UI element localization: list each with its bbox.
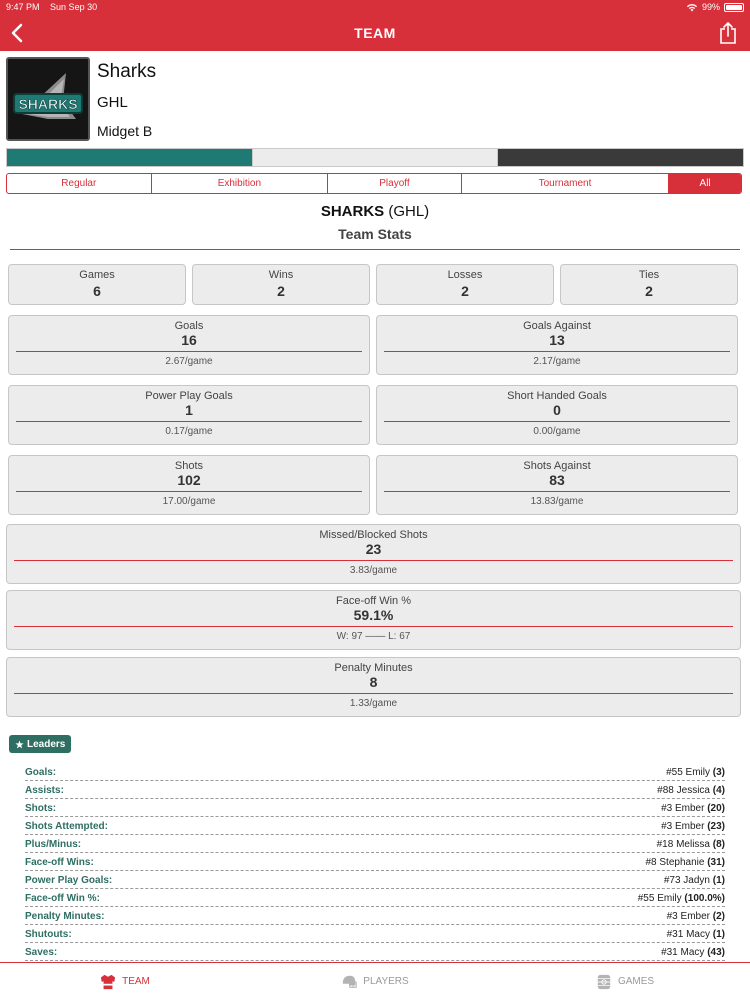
leader-row-shutouts[interactable] — [25, 925, 725, 943]
stat-value: 23 — [365, 541, 382, 557]
stat-per-game: 2.17/game — [533, 356, 581, 367]
stat-value: 16 — [181, 332, 197, 348]
stat-card-shots — [8, 455, 370, 515]
stat-value: 2 — [461, 283, 469, 299]
stat-divider — [384, 421, 730, 422]
stat-label: Goals Against — [523, 320, 591, 332]
tab-label: GAMES — [617, 976, 655, 987]
leader-category: Face-off Wins: — [25, 857, 94, 868]
stats-team-heading — [0, 203, 750, 220]
team-header — [6, 57, 746, 143]
page-title: TEAM — [354, 24, 396, 41]
stat-per-game: 1.33/game — [349, 698, 398, 709]
stat-card-goals — [8, 315, 370, 375]
stat-value: 1 — [185, 402, 193, 418]
stat-value: 6 — [93, 283, 101, 299]
leader-player: #55 Emily (3) — [666, 767, 725, 778]
leader-category: Face-off Win %: — [25, 893, 100, 904]
stat-value: 83 — [549, 472, 565, 488]
stat-divider — [384, 351, 730, 352]
bottom-tab-bar — [0, 962, 750, 1000]
tab-label: PLAYERS — [363, 976, 409, 987]
leader-category: Shots Attempted: — [25, 821, 108, 832]
leader-player: #3 Ember (2) — [666, 911, 725, 922]
leader-row-shots[interactable] — [25, 799, 725, 817]
stat-card-short-handed-goals — [376, 385, 738, 445]
tab-games[interactable] — [500, 963, 750, 1000]
stat-value: 2 — [277, 283, 285, 299]
stat-card-shots-against — [376, 455, 738, 515]
leader-player: #18 Melissa (8) — [656, 839, 725, 850]
leader-player: #8 Stephanie (31) — [645, 857, 725, 868]
filter-all[interactable]: All — [669, 174, 741, 193]
rink-icon — [596, 973, 612, 991]
leader-category: Shutouts: — [25, 929, 72, 940]
stat-card-ties — [560, 264, 738, 305]
filter-playoff[interactable]: Playoff — [328, 174, 462, 193]
team-color-3 — [497, 149, 743, 166]
leader-category: Saves: — [25, 947, 58, 958]
stat-divider — [16, 351, 362, 352]
leader-row-shots-attempted[interactable] — [25, 817, 725, 835]
stat-label: Short Handed Goals — [507, 390, 607, 402]
status-bar — [0, 0, 750, 14]
stat-value: 102 — [177, 472, 201, 488]
leaders-list — [25, 763, 725, 961]
leader-row-plus-minus[interactable] — [25, 835, 725, 853]
stat-label: Missed/Blocked Shots — [319, 529, 428, 541]
leader-row-saves[interactable] — [25, 943, 725, 961]
filter-regular[interactable]: Regular — [7, 174, 152, 193]
battery-icon — [724, 3, 744, 12]
team-color-2 — [252, 149, 498, 166]
star-icon — [15, 740, 24, 749]
filter-tournament[interactable]: Tournament — [462, 174, 669, 193]
stat-per-game: 13.83/game — [530, 496, 584, 507]
leader-row-power-play-goals[interactable] — [25, 871, 725, 889]
leader-player: #88 Jessica (4) — [657, 785, 725, 796]
heading-divider — [10, 249, 740, 250]
stat-card-games — [8, 264, 186, 305]
leader-category: Penalty Minutes: — [25, 911, 105, 922]
battery-percent: 99% — [701, 2, 720, 12]
leaders-badge — [9, 735, 71, 753]
leaders-label: Leaders — [27, 738, 66, 750]
season-type-filter — [6, 173, 742, 194]
stat-per-game: 0.00/game — [533, 426, 581, 437]
leader-player: #3 Ember (23) — [661, 821, 725, 832]
stat-label: Wins — [268, 269, 294, 281]
stat-label: Power Play Goals — [145, 390, 233, 402]
stats-team-name: SHARKS — [320, 203, 385, 220]
jersey-icon — [100, 973, 116, 991]
status-right — [686, 2, 744, 12]
stat-label: Shots — [174, 460, 204, 472]
stat-card-faceoff-win-pct — [6, 590, 741, 650]
stat-label: Goals — [174, 320, 204, 332]
leader-category: Plus/Minus: — [25, 839, 82, 850]
team-league: GHL — [97, 94, 128, 111]
stat-divider — [14, 626, 733, 627]
svg-text:SHARKS: SHARKS — [18, 96, 78, 112]
stats-subtitle: Team Stats — [338, 226, 412, 242]
tab-label: TEAM — [122, 976, 150, 987]
stat-value: 8 — [369, 674, 378, 690]
stat-label: Face-off Win % — [336, 595, 411, 607]
status-date: Sun Sep 30 — [50, 2, 98, 12]
leader-row-penalty-minutes[interactable] — [25, 907, 725, 925]
stat-value: 13 — [549, 332, 565, 348]
leader-category: Goals: — [25, 767, 57, 778]
stat-label: Shots Against — [523, 460, 591, 472]
leader-row-goals[interactable] — [25, 763, 725, 781]
back-chevron-icon[interactable] — [8, 22, 28, 44]
status-left — [6, 2, 105, 12]
stat-card-goals-against — [376, 315, 738, 375]
stat-card-losses — [376, 264, 554, 305]
helmet-icon — [341, 973, 357, 991]
stat-divider — [384, 491, 730, 492]
stat-label: Losses — [447, 269, 483, 281]
leader-player: #31 Macy (43) — [661, 947, 725, 958]
tab-team[interactable] — [0, 963, 250, 1000]
stat-value: 2 — [645, 283, 653, 299]
nav-bar — [0, 14, 750, 51]
leader-category: Power Play Goals: — [25, 875, 113, 886]
stat-card-wins — [192, 264, 370, 305]
leader-player: #73 Jadyn (1) — [663, 875, 725, 886]
leader-row-faceoff-wins[interactable] — [25, 853, 725, 871]
leader-category: Assists: — [25, 785, 64, 796]
stat-divider — [14, 693, 733, 694]
stat-divider — [16, 491, 362, 492]
leader-category: Shots: — [25, 803, 57, 814]
leader-player: #31 Macy (1) — [666, 929, 725, 940]
stat-card-penalty-minutes — [6, 657, 741, 717]
leader-row-assists[interactable] — [25, 781, 725, 799]
stat-per-game: 0.17/game — [165, 426, 213, 437]
stat-label: Ties — [638, 269, 660, 281]
stat-card-power-play-goals — [8, 385, 370, 445]
stats-team-league: (GHL) — [388, 203, 430, 220]
stat-card-missed-blocked-shots — [6, 524, 741, 584]
stat-per-game: 3.83/game — [349, 565, 398, 576]
leader-player: #3 Ember (20) — [661, 803, 725, 814]
tab-players[interactable] — [250, 963, 500, 1000]
leader-row-faceoff-win-pct[interactable] — [25, 889, 725, 907]
leader-player: #55 Emily (100.0%) — [637, 893, 725, 904]
stat-value: 59.1% — [353, 607, 394, 623]
team-color-1 — [7, 149, 252, 166]
status-time: 9:47 PM — [6, 2, 40, 12]
stat-per-game: 17.00/game — [162, 496, 216, 507]
team-color-bar — [6, 148, 744, 167]
share-icon[interactable] — [718, 21, 738, 45]
team-name: Sharks — [97, 61, 157, 82]
stat-label: Penalty Minutes — [334, 662, 413, 674]
team-logo — [6, 57, 90, 141]
wifi-icon — [686, 3, 698, 12]
team-division: Midget B — [97, 123, 153, 139]
faceoff-win-loss: W: 97 —— L: 67 — [336, 631, 411, 642]
stat-per-game: 2.67/game — [165, 356, 213, 367]
stat-divider — [14, 560, 733, 561]
shark-logo-icon — [8, 59, 88, 139]
stat-label: Games — [79, 269, 115, 281]
stat-divider — [16, 421, 362, 422]
stat-value: 0 — [553, 402, 561, 418]
filter-exhibition[interactable]: Exhibition — [152, 174, 329, 193]
